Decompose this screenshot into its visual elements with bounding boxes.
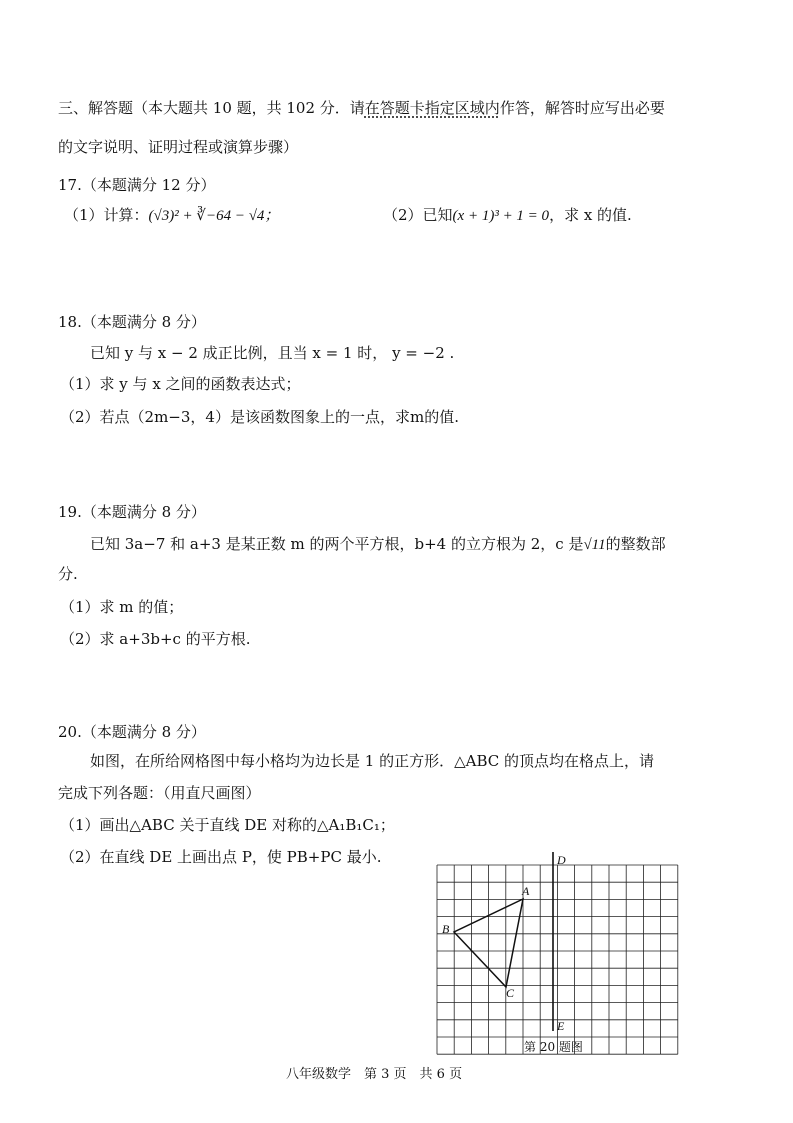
q18-part1: （1）求 y 与 x 之间的函数表达式； (60, 375, 301, 393)
figure-caption: 第 20 题图 (524, 1040, 583, 1054)
label-c: C (506, 986, 515, 1000)
q19-radical: √11 (583, 537, 606, 553)
section-heading (58, 97, 665, 119)
label-d: D (557, 853, 566, 867)
q17-part2-expression: (x + 1)³ + 1 = 0 (452, 208, 550, 224)
label-e: E (557, 1019, 565, 1033)
label-b: B (442, 922, 450, 936)
q17-part2-label: （2）已知 (383, 206, 453, 224)
q19-intro-b: 的整数部 (605, 535, 666, 553)
q17-title: 17.（本题满分 12 分） (58, 176, 216, 194)
q20-part2: （2）在直线 DE 上画出点 P，使 PB+PC 最小. (60, 848, 382, 866)
q20-intro: 如图，在所给网格图中每小格均为边长是 1 的正方形．△ABC 的顶点均在格点上，请 (90, 752, 654, 770)
q20-part1: （1）画出△ABC 关于直线 DE 对称的△A₁B₁C₁； (60, 816, 395, 834)
q20-title: 20.（本题满分 8 分） (58, 723, 206, 741)
section-heading-post: 作答，解答时应写出必要 (499, 99, 665, 117)
q19-intro (90, 533, 666, 556)
q19-part2: （2）求 a+3b+c 的平方根. (60, 630, 251, 648)
section-heading-emphasis: 在答题卡指定区域内 (364, 99, 500, 117)
q17-part2 (383, 204, 632, 227)
q17-part2-tail: ，求 x 的值. (549, 206, 632, 224)
label-a: A (522, 884, 530, 898)
section-heading-pre: 三、解答题（本大题共 10 题，共 102 分．请 (58, 99, 365, 117)
q19-part1: （1）求 m 的值； (60, 598, 184, 616)
q19-intro-a: 已知 3a−7 和 a+3 是某正数 m 的两个平方根，b+4 的立方根为 2，c 是 (90, 535, 584, 553)
q17-part1-label: （1）计算： (64, 206, 149, 224)
q17-part1-expression: (√3)² + ∛−64 − √4； (148, 208, 280, 224)
q18-title: 18.（本题满分 8 分） (58, 313, 206, 331)
q18-intro: 已知 y 与 x − 2 成正比例，且当 x = 1 时， y = −2 . (90, 344, 455, 362)
q18-part2: （2）若点（2m−3，4）是该函数图象上的一点，求m的值. (60, 408, 459, 426)
page-footer: 八年级数学 第 3 页 共 6 页 (286, 1067, 463, 1082)
q17-part1 (64, 204, 279, 227)
q20-grid-figure (420, 848, 700, 1058)
q20-intro-line2: 完成下列各题：（用直尺画图） (58, 784, 261, 802)
section-heading-line2: 的文字说明、证明过程或演算步骤） (58, 138, 299, 156)
q19-title: 19.（本题满分 8 分） (58, 503, 206, 521)
q19-intro-line2: 分. (58, 565, 78, 583)
